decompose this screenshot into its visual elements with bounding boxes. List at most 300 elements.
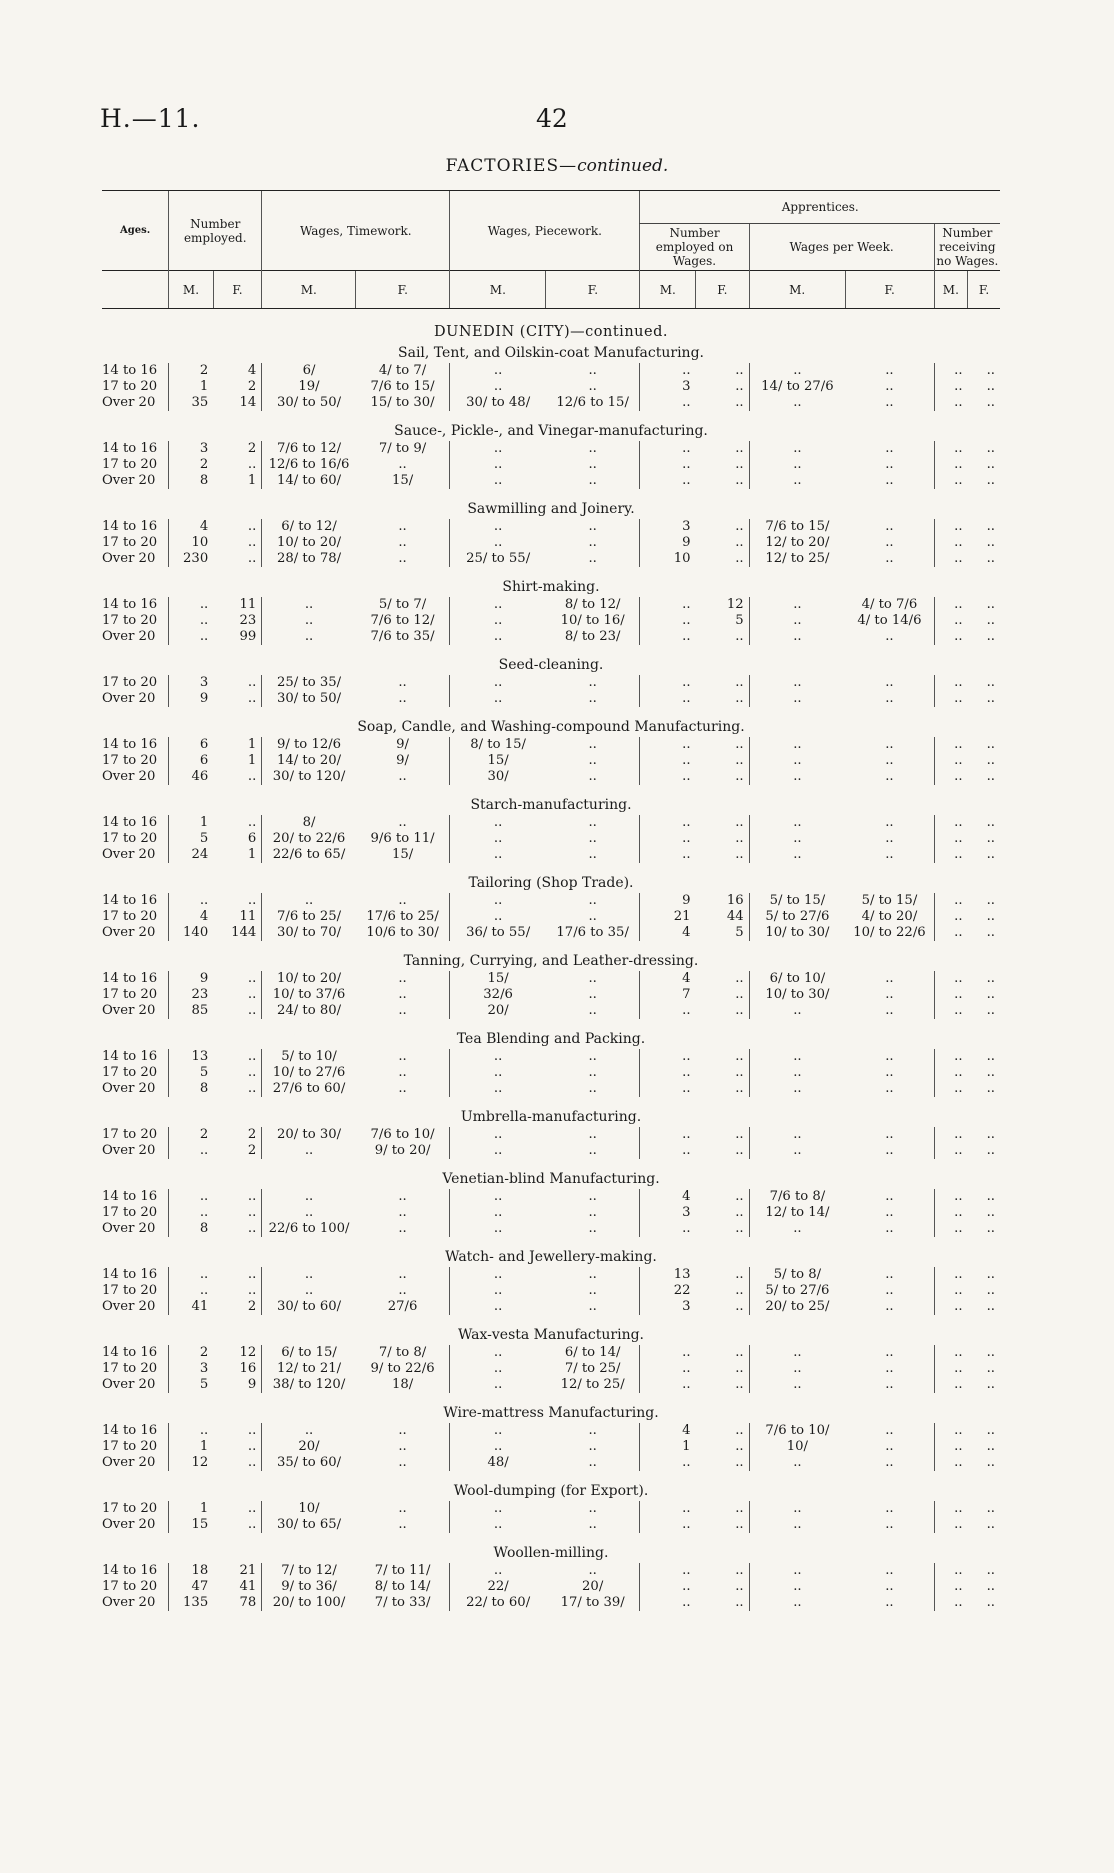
title-continued: continued. xyxy=(577,156,669,176)
table-row xyxy=(102,473,1000,489)
value-cell: .. xyxy=(450,597,546,613)
value-cell: .. xyxy=(749,737,845,753)
value-cell: .. xyxy=(749,1361,845,1377)
value-cell: .. xyxy=(588,753,597,768)
title-text: FACTORIES— xyxy=(445,156,578,176)
value-cell: .. xyxy=(450,909,546,925)
value-cell: 20/ xyxy=(450,1003,546,1019)
value-cell: .. xyxy=(749,769,845,785)
value-cell: .. xyxy=(450,1081,546,1097)
value-cell: 7/ to 11/ xyxy=(374,1563,431,1578)
value-cell: 1 xyxy=(247,753,257,768)
value-cell: 38/ to 120/ xyxy=(262,1377,356,1393)
value-cell: 12/ to 20/ xyxy=(749,535,845,551)
value-cell: .. xyxy=(735,1127,744,1142)
value-cell: .. xyxy=(247,551,257,566)
value-cell: .. xyxy=(749,1081,845,1097)
value-cell: .. xyxy=(398,1455,407,1470)
value-cell: 20/ to 100/ xyxy=(262,1595,356,1611)
value-cell: .. xyxy=(247,1065,257,1080)
app-nowage-m: M. xyxy=(934,271,967,309)
value-cell: .. xyxy=(885,987,894,1002)
table-row xyxy=(102,769,1000,785)
value-cell: .. xyxy=(735,1221,744,1236)
value-cell: .. xyxy=(450,1189,546,1205)
value-cell: 13 xyxy=(169,1049,213,1065)
age-cell: 14 to 16 xyxy=(102,815,158,830)
value-cell: .. xyxy=(934,1049,967,1065)
emp-m: M. xyxy=(169,271,213,309)
value-cell: 9/ xyxy=(396,737,409,752)
value-cell: .. xyxy=(735,1081,744,1096)
spacer-cell xyxy=(102,785,1000,794)
value-cell: .. xyxy=(640,629,696,645)
value-cell: .. xyxy=(450,1345,546,1361)
value-cell: .. xyxy=(735,691,744,706)
value-cell: .. xyxy=(398,1267,407,1282)
value-cell: 10/ to 30/ xyxy=(749,925,845,941)
value-cell: .. xyxy=(735,1517,744,1532)
value-cell: .. xyxy=(398,1049,407,1064)
value-cell: .. xyxy=(735,1299,744,1314)
value-cell: 22 xyxy=(640,1283,696,1299)
value-cell: 3 xyxy=(169,441,213,457)
value-cell: .. xyxy=(749,1579,845,1595)
spacer-cell xyxy=(102,1159,1000,1168)
section-heading: Tea Blending and Packing. xyxy=(456,1031,646,1047)
table-row xyxy=(102,1563,1000,1579)
value-cell: .. xyxy=(169,1283,213,1299)
spacer-cell xyxy=(102,1393,1000,1402)
value-cell: .. xyxy=(169,1423,213,1439)
value-cell: .. xyxy=(735,1377,744,1392)
section-heading: Umbrella-manufacturing. xyxy=(460,1109,642,1125)
value-cell: 2 xyxy=(247,1299,257,1314)
value-cell: 10 xyxy=(169,535,213,551)
value-cell: 13 xyxy=(640,1267,696,1283)
value-cell: 6/ xyxy=(262,363,356,379)
value-cell: .. xyxy=(262,1283,356,1299)
value-cell: 6/ to 10/ xyxy=(749,971,845,987)
age-cell: 17 to 20 xyxy=(102,1065,158,1080)
age-cell: Over 20 xyxy=(102,769,156,784)
table-row xyxy=(102,363,1000,379)
value-cell: 18 xyxy=(169,1563,213,1579)
value-cell: .. xyxy=(640,1377,696,1393)
value-cell: .. xyxy=(247,675,257,690)
value-cell: .. xyxy=(986,1003,995,1018)
value-cell: .. xyxy=(735,831,744,846)
value-cell: .. xyxy=(640,815,696,831)
value-cell: .. xyxy=(588,1081,597,1096)
value-cell: .. xyxy=(885,815,894,830)
age-cell: 17 to 20 xyxy=(102,1127,158,1142)
table-row xyxy=(102,1267,1000,1283)
value-cell: .. xyxy=(247,971,257,986)
value-cell: 10/ to 22/6 xyxy=(853,925,926,940)
value-cell: .. xyxy=(640,363,696,379)
app-nowage-f: F. xyxy=(968,271,1000,309)
value-cell: 9 xyxy=(640,535,696,551)
value-cell: .. xyxy=(247,815,257,830)
value-cell: .. xyxy=(885,1563,894,1578)
value-cell: 12/ to 14/ xyxy=(749,1205,845,1221)
value-cell: 8/ to 12/ xyxy=(564,597,621,612)
value-cell: 3 xyxy=(640,379,696,395)
age-cell: Over 20 xyxy=(102,1299,156,1314)
value-cell: 7 xyxy=(640,987,696,1003)
value-cell: .. xyxy=(450,1127,546,1143)
value-cell: 5 xyxy=(169,1377,213,1393)
value-cell: .. xyxy=(450,691,546,707)
value-cell: .. xyxy=(934,363,967,379)
age-cell: 14 to 16 xyxy=(102,971,158,986)
value-cell: .. xyxy=(640,1127,696,1143)
value-cell: 32/6 xyxy=(450,987,546,1003)
value-cell: .. xyxy=(986,987,995,1002)
value-cell: .. xyxy=(885,1081,894,1096)
table-row xyxy=(102,753,1000,769)
value-cell: 23 xyxy=(239,613,257,628)
value-cell: .. xyxy=(749,753,845,769)
age-cell: 17 to 20 xyxy=(102,675,158,690)
section-heading: Woollen-milling. xyxy=(493,1545,609,1561)
value-cell: .. xyxy=(640,597,696,613)
table-row xyxy=(102,379,1000,395)
value-cell: .. xyxy=(934,1267,967,1283)
value-cell: 2 xyxy=(169,457,213,473)
value-cell: .. xyxy=(735,1143,744,1158)
age-cell: 17 to 20 xyxy=(102,1439,158,1454)
value-cell: .. xyxy=(398,1423,407,1438)
value-cell: 48/ xyxy=(450,1455,546,1471)
value-cell: 3 xyxy=(640,1299,696,1315)
value-cell: .. xyxy=(247,1517,257,1532)
piece-f: F. xyxy=(546,271,640,309)
age-cell: 17 to 20 xyxy=(102,1501,158,1516)
table-row xyxy=(102,971,1000,987)
table-row xyxy=(102,1299,1000,1315)
value-cell: .. xyxy=(885,1345,894,1360)
value-cell: .. xyxy=(247,1221,257,1236)
value-cell: .. xyxy=(934,893,967,909)
section-heading: Shirt-making. xyxy=(502,579,600,595)
table-body xyxy=(102,309,1000,1612)
value-cell: .. xyxy=(885,1221,894,1236)
value-cell: .. xyxy=(588,1563,597,1578)
value-cell: .. xyxy=(986,847,995,862)
value-cell: .. xyxy=(934,675,967,691)
value-cell: .. xyxy=(934,473,967,489)
value-cell: .. xyxy=(735,1501,744,1516)
value-cell: .. xyxy=(262,613,356,629)
value-cell: .. xyxy=(934,815,967,831)
value-cell: .. xyxy=(262,1143,356,1159)
app-num-m: M. xyxy=(640,271,696,309)
value-cell: .. xyxy=(934,379,967,395)
value-cell: .. xyxy=(986,925,995,940)
value-cell: .. xyxy=(398,971,407,986)
value-cell: 10/ to 16/ xyxy=(560,613,625,628)
table-row xyxy=(102,987,1000,1003)
age-cell: Over 20 xyxy=(102,1003,156,1018)
value-cell: .. xyxy=(885,1127,894,1142)
value-cell: .. xyxy=(885,363,894,378)
value-cell: .. xyxy=(247,1455,257,1470)
city-heading: DUNEDIN (CITY)—continued. xyxy=(434,324,668,340)
value-cell: .. xyxy=(735,753,744,768)
section-heading-row xyxy=(102,872,1000,893)
value-cell: .. xyxy=(450,847,546,863)
spacer-cell xyxy=(102,411,1000,420)
value-cell: .. xyxy=(247,769,257,784)
value-cell: .. xyxy=(749,597,845,613)
value-cell: .. xyxy=(885,457,894,472)
value-cell: .. xyxy=(588,1517,597,1532)
value-cell: .. xyxy=(398,1081,407,1096)
value-cell: .. xyxy=(735,1345,744,1360)
value-cell: .. xyxy=(450,1439,546,1455)
value-cell: 9/ to 12/6 xyxy=(262,737,356,753)
value-cell: 15 xyxy=(169,1517,213,1533)
value-cell: .. xyxy=(986,1267,995,1282)
value-cell: 7/6 to 12/ xyxy=(370,613,435,628)
value-cell: .. xyxy=(640,1361,696,1377)
value-cell: .. xyxy=(986,613,995,628)
value-cell: .. xyxy=(749,1143,845,1159)
value-cell: 5 xyxy=(169,1065,213,1081)
value-cell: .. xyxy=(169,613,213,629)
section-heading: Seed-cleaning. xyxy=(498,657,604,673)
value-cell: .. xyxy=(735,363,744,378)
section-heading-row xyxy=(102,1402,1000,1423)
value-cell: .. xyxy=(450,1299,546,1315)
value-cell: .. xyxy=(986,1189,995,1204)
value-cell: .. xyxy=(640,675,696,691)
value-cell: .. xyxy=(450,815,546,831)
age-cell: Over 20 xyxy=(102,1081,156,1096)
value-cell: .. xyxy=(247,1283,257,1298)
age-cell: 14 to 16 xyxy=(102,1563,158,1578)
value-cell: .. xyxy=(986,1345,995,1360)
value-cell: 140 xyxy=(169,925,213,941)
value-cell: .. xyxy=(749,1517,845,1533)
value-cell: .. xyxy=(588,1003,597,1018)
table-row xyxy=(102,909,1000,925)
value-cell: .. xyxy=(588,1267,597,1282)
value-cell: 25/ to 55/ xyxy=(450,551,546,567)
value-cell: .. xyxy=(934,1345,967,1361)
value-cell: .. xyxy=(749,395,845,411)
value-cell: .. xyxy=(450,457,546,473)
section-spacer xyxy=(102,1097,1000,1106)
value-cell: .. xyxy=(986,1283,995,1298)
value-cell: 15/ xyxy=(391,847,414,862)
spacer-cell xyxy=(102,1315,1000,1324)
value-cell: 44 xyxy=(726,909,744,924)
value-cell: 17/ to 39/ xyxy=(560,1595,625,1610)
value-cell: 9/ xyxy=(396,753,409,768)
value-cell: 7/6 to 10/ xyxy=(370,1127,435,1142)
value-cell: .. xyxy=(986,1579,995,1594)
value-cell: .. xyxy=(986,1439,995,1454)
value-cell: .. xyxy=(450,1423,546,1439)
page-reference: H.—11. xyxy=(100,104,201,133)
value-cell: .. xyxy=(885,629,894,644)
value-cell: .. xyxy=(640,831,696,847)
table-row xyxy=(102,1579,1000,1595)
value-cell: .. xyxy=(986,1049,995,1064)
value-cell: .. xyxy=(934,1221,967,1237)
table-row xyxy=(102,1189,1000,1205)
value-cell: .. xyxy=(450,1049,546,1065)
app-number-header: Number employed on Wages. xyxy=(640,224,749,271)
value-cell: 36/ to 55/ xyxy=(450,925,546,941)
value-cell: .. xyxy=(735,1361,744,1376)
value-cell: .. xyxy=(885,1595,894,1610)
value-cell: .. xyxy=(398,815,407,830)
value-cell: 1 xyxy=(247,737,257,752)
value-cell: .. xyxy=(588,1189,597,1204)
value-cell: 7/ to 8/ xyxy=(378,1345,427,1360)
value-cell: 9/ to 36/ xyxy=(262,1579,356,1595)
section-heading-row xyxy=(102,498,1000,519)
section-heading-row xyxy=(102,716,1000,737)
value-cell: .. xyxy=(986,691,995,706)
wages-timework-header: Wages, Timework. xyxy=(262,191,450,271)
value-cell: .. xyxy=(450,379,546,395)
value-cell: .. xyxy=(885,1579,894,1594)
value-cell: .. xyxy=(749,1501,845,1517)
value-cell: .. xyxy=(934,1003,967,1019)
value-cell: .. xyxy=(749,1003,845,1019)
value-cell: .. xyxy=(934,1595,967,1611)
value-cell: .. xyxy=(450,1361,546,1377)
table-row xyxy=(102,551,1000,567)
value-cell: .. xyxy=(588,1143,597,1158)
value-cell: .. xyxy=(588,551,597,566)
value-cell: .. xyxy=(885,1455,894,1470)
age-cell: Over 20 xyxy=(102,1221,156,1236)
value-cell: 14/ to 27/6 xyxy=(749,379,845,395)
value-cell: 7/6 to 8/ xyxy=(749,1189,845,1205)
value-cell: .. xyxy=(450,441,546,457)
value-cell: .. xyxy=(986,1423,995,1438)
value-cell: .. xyxy=(588,457,597,472)
value-cell: .. xyxy=(640,737,696,753)
value-cell: 4/ to 20/ xyxy=(861,909,918,924)
value-cell: .. xyxy=(934,691,967,707)
value-cell: .. xyxy=(986,831,995,846)
value-cell: .. xyxy=(735,473,744,488)
value-cell: .. xyxy=(986,379,995,394)
value-cell: 30/ to 48/ xyxy=(450,395,546,411)
value-cell: 10/ to 20/ xyxy=(262,535,356,551)
value-cell: .. xyxy=(986,363,995,378)
age-cell: 17 to 20 xyxy=(102,909,158,924)
value-cell: .. xyxy=(262,597,356,613)
value-cell: .. xyxy=(588,1127,597,1142)
app-wage-m: M. xyxy=(749,271,845,309)
section-heading-row xyxy=(102,950,1000,971)
section-heading: Wool-dumping (for Export). xyxy=(453,1483,649,1499)
value-cell: 4 xyxy=(640,1423,696,1439)
section-heading-row xyxy=(102,1480,1000,1501)
age-cell: 14 to 16 xyxy=(102,519,158,534)
value-cell: 9 xyxy=(640,893,696,909)
section-heading: Sail, Tent, and Oilskin-coat Manufacturing. xyxy=(398,345,704,361)
value-cell: 23 xyxy=(169,987,213,1003)
value-cell: .. xyxy=(749,1221,845,1237)
value-cell: .. xyxy=(986,1517,995,1532)
value-cell: .. xyxy=(749,1563,845,1579)
section-heading: Watch- and Jewellery-making. xyxy=(445,1249,657,1265)
table-row xyxy=(102,1003,1000,1019)
value-cell: .. xyxy=(640,1049,696,1065)
value-cell: .. xyxy=(640,1563,696,1579)
table-row xyxy=(102,597,1000,613)
value-cell: 24/ to 80/ xyxy=(262,1003,356,1019)
value-cell: 10/ xyxy=(749,1439,845,1455)
value-cell: .. xyxy=(588,675,597,690)
value-cell: .. xyxy=(398,1221,407,1236)
value-cell: .. xyxy=(588,1065,597,1080)
piece-m: M. xyxy=(450,271,546,309)
value-cell: .. xyxy=(986,737,995,752)
value-cell: .. xyxy=(986,1501,995,1516)
value-cell: 1 xyxy=(169,1501,213,1517)
value-cell: 9/ to 20/ xyxy=(374,1143,431,1158)
section-heading: Tailoring (Shop Trade). xyxy=(468,875,634,891)
value-cell: .. xyxy=(986,1377,995,1392)
value-cell: .. xyxy=(749,457,845,473)
value-cell: .. xyxy=(749,473,845,489)
value-cell: .. xyxy=(934,1065,967,1081)
value-cell: .. xyxy=(934,1455,967,1471)
value-cell: 9 xyxy=(247,1377,257,1392)
value-cell: .. xyxy=(640,395,696,411)
section-heading: Wax-vesta Manufacturing. xyxy=(457,1327,645,1343)
value-cell: .. xyxy=(588,691,597,706)
value-cell: .. xyxy=(169,597,213,613)
section-spacer xyxy=(102,785,1000,794)
value-cell: .. xyxy=(885,753,894,768)
value-cell: .. xyxy=(986,1563,995,1578)
section-heading-row xyxy=(102,1028,1000,1049)
table-row xyxy=(102,1595,1000,1611)
value-cell: 21 xyxy=(640,909,696,925)
value-cell: .. xyxy=(398,535,407,550)
value-cell: 99 xyxy=(239,629,257,644)
value-cell: .. xyxy=(986,1455,995,1470)
value-cell: .. xyxy=(885,441,894,456)
value-cell: .. xyxy=(262,1267,356,1283)
value-cell: .. xyxy=(398,1205,407,1220)
value-cell: .. xyxy=(247,1439,257,1454)
value-cell: 8 xyxy=(169,1081,213,1097)
time-m: M. xyxy=(262,271,356,309)
value-cell: .. xyxy=(640,769,696,785)
value-cell: .. xyxy=(749,1377,845,1393)
age-cell: Over 20 xyxy=(102,629,156,644)
value-cell: 230 xyxy=(169,551,213,567)
app-wage-f: F. xyxy=(845,271,934,309)
value-cell: 17/6 to 25/ xyxy=(366,909,439,924)
value-cell: .. xyxy=(934,1205,967,1221)
table-row xyxy=(102,925,1000,941)
apprentices-header: Apprentices. xyxy=(640,191,1000,224)
value-cell: .. xyxy=(735,629,744,644)
